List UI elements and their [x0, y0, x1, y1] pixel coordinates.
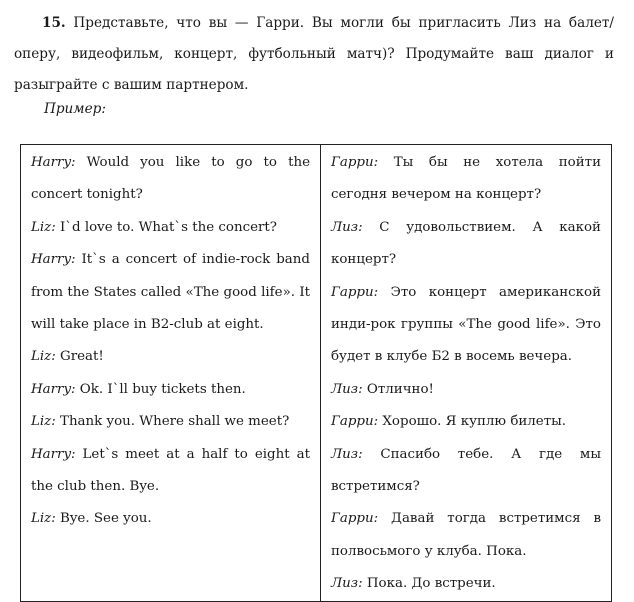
dialog-line-ru [331, 212, 601, 277]
speaker-label: Лиз: [331, 381, 363, 397]
dialog-line-en [31, 341, 310, 373]
line-text: I`d love to. What`s the concert? [55, 219, 277, 235]
line-text: Отлично! [362, 381, 434, 397]
line-text: Let`s meet at a half to eight at the club then. Bye. [31, 446, 310, 495]
dialog-line-ru [331, 277, 601, 374]
line-text: Bye. See you. [55, 511, 152, 527]
speaker-label: Liz: [31, 414, 56, 430]
speaker-label: Гарри: [331, 414, 379, 430]
line-text: Would you like to go to the concert tonight? [31, 155, 310, 203]
line-text: Ok. I`ll buy tickets then. [75, 381, 246, 397]
speaker-label: Лиз: [331, 446, 363, 462]
line-text: Давай тогда встретимся в полвосьмого у клуба. Пока. [331, 511, 601, 559]
speaker-label: Harry: [31, 446, 76, 462]
dialog-line-ru [331, 406, 601, 438]
dialog-line-ru [331, 503, 601, 568]
dialog-line-ru [331, 147, 601, 212]
speaker-label: Гарри: [331, 155, 379, 170]
line-text: С удовольствием. А какой концерт? [331, 219, 601, 268]
line-text: Thank you. Where shall we meet? [55, 414, 290, 430]
dialog-line-ru [331, 568, 601, 600]
line-text: Ты бы не хотела пойти сегодня вечером на концерт? [331, 155, 601, 203]
line-text: Пока. До встречи. [362, 576, 496, 592]
line-text: It`s a concert of indie-rock band from the States called «The good life». It will take place in B2-club at eight. [31, 252, 310, 333]
dialog-table [20, 144, 612, 602]
speaker-label: Liz: [31, 511, 56, 527]
dialog-line-en [31, 212, 310, 244]
dialog-line-en [31, 439, 310, 504]
russian-dialog-column [321, 145, 612, 602]
speaker-label: Лиз: [331, 576, 363, 592]
example-label: Пример: [44, 101, 106, 117]
speaker-label: Лиз: [331, 219, 363, 235]
dialog-line-en [31, 374, 310, 406]
speaker-label: Liz: [31, 219, 56, 235]
speaker-label: Liz: [31, 349, 56, 365]
speaker-label: Harry: [31, 381, 76, 397]
task-number: 15. [42, 15, 66, 31]
task-text: Представьте, что вы — Гарри. Вы могли бы пригласить Лиз на балет/оперу, видеофильм, концерт, футбольный матч)? Продумайте ваш диалог и разыграйте с вашим партнером. [14, 15, 614, 93]
line-text: Great! [55, 349, 104, 365]
english-dialog-column [21, 145, 321, 602]
line-text: Это концерт американской инди-рок группы «The good life». Это будет в клубе Б2 в восемь вечера. [331, 284, 601, 365]
dialog-line-en [31, 503, 310, 535]
speaker-label: Гарри: [331, 511, 379, 527]
speaker-label: Harry: [31, 155, 76, 170]
line-text: Хорошо. Я куплю билеты. [378, 414, 567, 430]
line-text: Спасибо тебе. А где мы встретимся? [331, 446, 601, 495]
dialog-line-ru [331, 439, 601, 504]
dialog-line-en [31, 147, 310, 212]
dialog-line-en [31, 244, 310, 341]
dialog-line-en [31, 406, 310, 438]
dialog-line-ru [331, 374, 601, 406]
speaker-label: Harry: [31, 252, 76, 268]
speaker-label: Гарри: [331, 284, 379, 300]
task-instruction [14, 8, 614, 101]
